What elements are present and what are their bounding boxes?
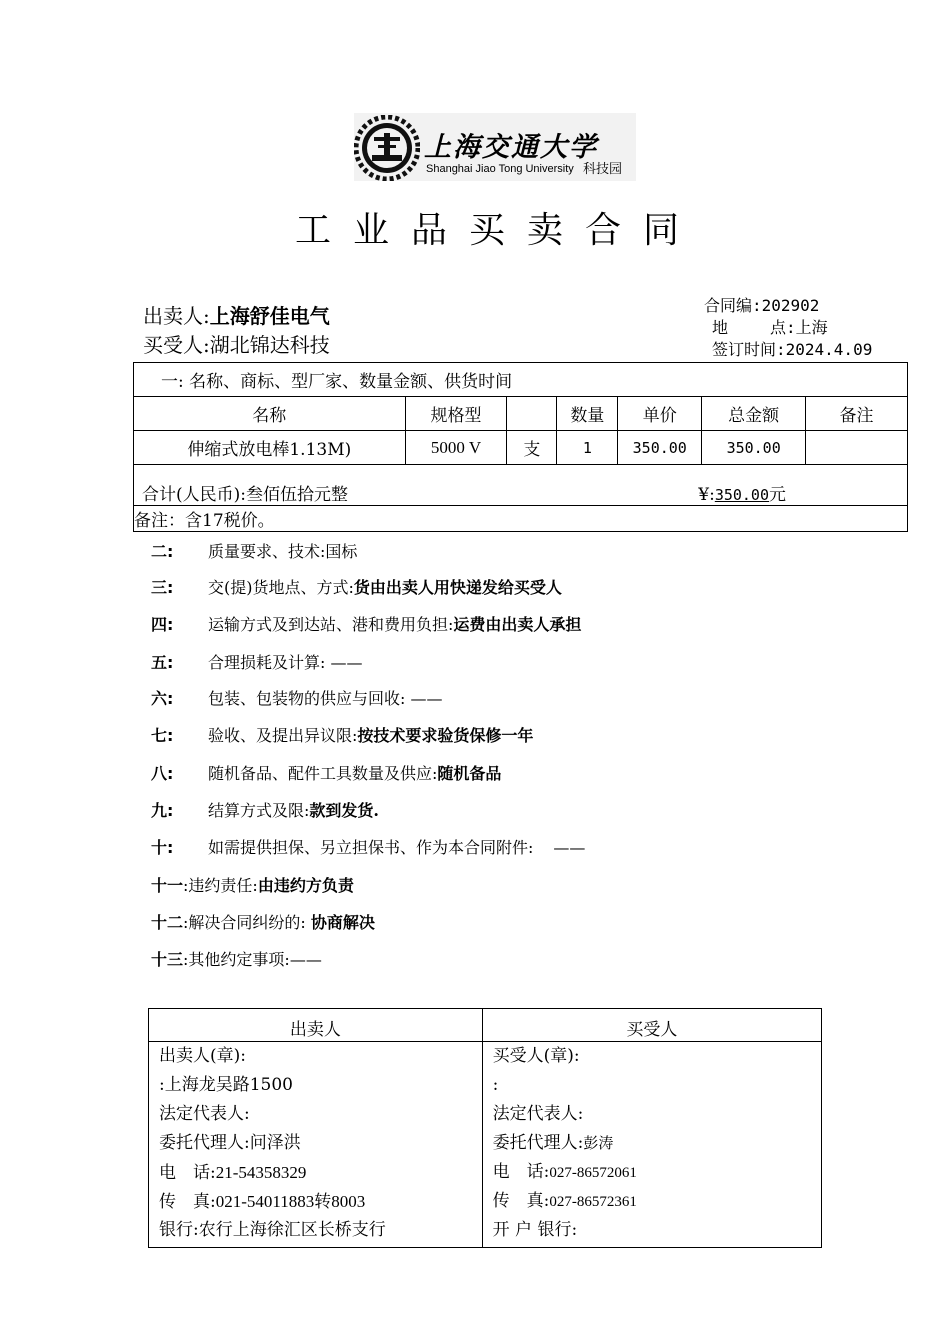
clause-value: 按技术要求验货保修一年: [357, 726, 534, 745]
currency-symbol: ¥:: [698, 485, 715, 505]
section-one-heading: 一: 名称、商标、型厂家、数量金额、供货时间: [134, 363, 908, 397]
clause-text: 验收、及提出异议限:: [208, 726, 358, 745]
seller-agent: [149, 1129, 482, 1158]
place-label: 地: [712, 318, 729, 337]
seller-bank: 银行:农行上海徐汇区长桥支行: [159, 1220, 386, 1240]
seller-address: :上海龙吴路1500: [159, 1075, 293, 1095]
fax-label: 传 真:: [159, 1192, 216, 1212]
clause-text: 合理损耗及计算:: [208, 653, 326, 672]
seller-label: 出卖人:: [143, 304, 210, 328]
logo-park-label: 科技园: [583, 162, 623, 177]
clause-text: 结算方式及限:: [208, 801, 310, 820]
table-header-row: [134, 397, 908, 431]
buyer-label: 买受人:: [143, 333, 210, 357]
goods-table: [133, 362, 908, 532]
clause-number: 十一: [151, 876, 184, 895]
clause-value: ——: [553, 838, 586, 857]
currency-unit: 元: [769, 485, 786, 505]
clause-5: [151, 650, 363, 673]
clause-number: 十二: [151, 913, 184, 932]
phone-label: 电 话:: [159, 1163, 216, 1183]
clause-4: [151, 612, 581, 635]
clause-value: ——: [289, 950, 322, 969]
clause-value: 协商解决: [310, 913, 375, 932]
logo-chinese-name: 上海交通大学: [424, 132, 598, 163]
remark-row: [134, 506, 908, 532]
clause-value: ——: [410, 689, 443, 708]
clause-8: [151, 761, 501, 784]
clause-text: 交(提)货地点、方式:: [208, 578, 354, 597]
total-label: 合计(人民币):叁佰伍拾元整: [142, 485, 348, 505]
item-unit-price: 350.00: [618, 431, 702, 465]
agent-name: 问泽洪: [249, 1133, 301, 1153]
logo-english-name: Shanghai Jiao Tong University: [426, 163, 574, 175]
clause-number: 二:: [151, 542, 174, 561]
buyer-name: 湖北锦达科技: [209, 333, 330, 357]
item-remark: [806, 431, 908, 465]
buyer-legal-rep: 法定代表人:: [492, 1104, 584, 1124]
clause-number: 九:: [151, 801, 174, 820]
phone-value: 027-86572061: [549, 1165, 637, 1181]
fax-label: 传 真:: [492, 1191, 550, 1211]
seller-line: [143, 300, 330, 329]
item-unit: 支: [507, 431, 557, 465]
seller-info: [149, 1042, 483, 1248]
buyer-address: :: [492, 1075, 499, 1095]
table-row: [134, 431, 908, 465]
contract-title: 工业品买卖合同: [294, 210, 701, 251]
clause-number: 四:: [151, 615, 174, 634]
clause-6: [151, 686, 443, 709]
place-value: 点:上海: [770, 318, 828, 337]
clause-value: 随机备品: [437, 764, 502, 783]
clause-number: 五:: [151, 653, 174, 672]
clause-number: 十:: [151, 838, 174, 857]
total-amount: 350.00: [714, 486, 769, 504]
clause-12: [151, 910, 375, 933]
header-remark: 备注: [806, 397, 908, 431]
agent-name: 彭涛: [583, 1134, 614, 1152]
header-name: 名称: [134, 397, 406, 431]
signing-date: 签订时间:2024.4.09: [712, 340, 873, 359]
clause-7: [151, 723, 533, 746]
phone-value: 21-54358329: [215, 1163, 307, 1182]
header-total: 总金额: [702, 397, 806, 431]
clause-text: 如需提供担保、另立担保书、作为本合同附件:: [208, 838, 534, 857]
clause-number: 十三: [151, 950, 184, 969]
clause-value: 由违约方负责: [257, 876, 354, 895]
header-unit: [507, 397, 557, 431]
item-spec: 5000 V: [405, 431, 507, 465]
clause-text: 包装、包装物的供应与回收:: [208, 689, 406, 708]
clause-text: 质量要求、技术:: [208, 542, 326, 561]
university-logo: [354, 113, 636, 181]
seller-seal: 出卖人(章):: [159, 1046, 246, 1066]
seller-phone: [149, 1158, 482, 1187]
clause-text: 随机备品、配件工具数量及供应:: [208, 764, 438, 783]
remark-text: 备注：含17税价。: [134, 511, 275, 531]
clause-number: 三:: [151, 578, 174, 597]
seller-column-header: 出卖人: [149, 1009, 483, 1042]
clause-number: 七:: [151, 726, 174, 745]
clause-number: 六:: [151, 689, 174, 708]
fax-value: 021-54011883转8003: [215, 1192, 366, 1211]
clause-value: 国标: [325, 542, 358, 561]
total-amount-group: [698, 480, 786, 505]
clause-2: [151, 539, 357, 562]
buyer-line: [143, 329, 330, 358]
clause-value: 货由出卖人用快递发给买受人: [353, 578, 562, 597]
clause-3: [151, 575, 562, 598]
buyer-bank: 开 户 银行:: [492, 1220, 578, 1240]
agent-label: 委托代理人:: [159, 1133, 250, 1153]
clause-value: 运费由出卖人承担: [453, 615, 582, 634]
clause-11: [151, 873, 354, 896]
signature-table: [148, 1008, 822, 1248]
clause-value: 款到发货.: [309, 801, 379, 820]
seller-fax: [149, 1187, 482, 1216]
university-seal-icon: [354, 115, 420, 181]
header-quantity: 数量: [557, 397, 618, 431]
seller-legal-rep: 法定代表人:: [159, 1104, 250, 1124]
total-row: [134, 465, 908, 506]
clause-10: [151, 835, 585, 858]
item-name: 伸缩式放电棒1.13M): [134, 431, 406, 465]
contract-place: [712, 315, 828, 338]
item-quantity: 1: [557, 431, 618, 465]
agent-label: 委托代理人:: [492, 1133, 584, 1153]
clause-number: 八:: [151, 764, 174, 783]
buyer-agent: [483, 1129, 821, 1158]
clause-value: ——: [330, 653, 363, 672]
header-spec: 规格型: [405, 397, 507, 431]
contract-number: 合同编:202902: [704, 296, 820, 315]
clause-text: :解决合同纠纷的:: [183, 913, 306, 932]
buyer-info: [482, 1042, 821, 1248]
item-total: 350.00: [702, 431, 806, 465]
seller-name: 上海舒佳电气: [209, 304, 330, 328]
phone-label: 电 话:: [492, 1162, 550, 1182]
buyer-phone: [483, 1158, 821, 1187]
clause-text: 运输方式及到达站、港和费用负担:: [208, 615, 454, 634]
fax-value: 027-86572361: [549, 1194, 637, 1210]
buyer-fax: [483, 1187, 821, 1216]
clause-9: [151, 798, 379, 821]
clause-13: [151, 947, 322, 970]
buyer-column-header: 买受人: [482, 1009, 821, 1042]
header-unit-price: 单价: [618, 397, 702, 431]
clause-text: :违约责任:: [183, 876, 258, 895]
clause-text: :其他约定事项:: [183, 950, 290, 969]
buyer-seal: 买受人(章):: [492, 1046, 580, 1066]
